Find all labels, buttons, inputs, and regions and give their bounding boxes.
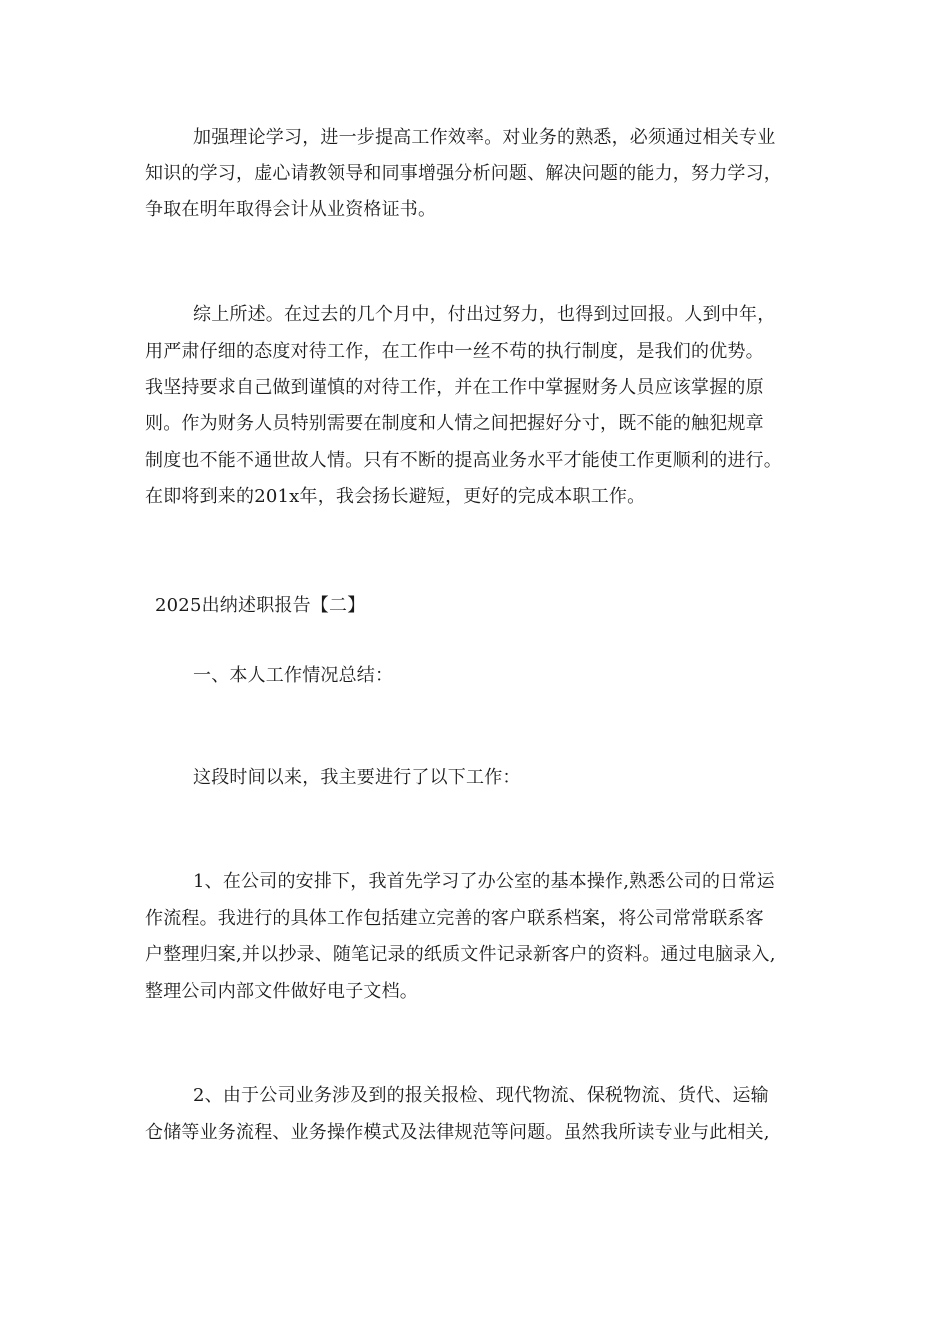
item-1-line-4: 整理公司内部文件做好电子文档。: [145, 981, 418, 1002]
section-title: 2025出纳述职报告【二】: [155, 595, 366, 616]
item-2-line-1: 2、由于公司业务涉及到的报关报检、现代物流、保税物流、货代、运输: [193, 1085, 769, 1106]
item-1-line-1: 1、在公司的安排下，我首先学习了办公室的基本操作,熟悉公司的日常运: [193, 871, 775, 892]
paragraph-1-line-3: 争取在明年取得会计从业资格证书。: [145, 199, 437, 220]
paragraph-2-line-3: 我坚持要求自己做到谨慎的对待工作，并在工作中掌握财务人员应该掌握的原: [145, 377, 764, 398]
paragraph-1-line-1: 加强理论学习，进一步提高工作效率。对业务的熟悉，必须通过相关专业: [193, 127, 776, 148]
item-1-line-3: 户整理归案,并以抄录、随笔记录的纸质文件记录新客户的资料。通过电脑录入,: [145, 944, 776, 965]
paragraph-1-line-2: 知识的学习，虚心请教领导和同事增强分析问题、解决问题的能力，努力学习，: [145, 163, 782, 184]
intro-text: 这段时间以来，我主要进行了以下工作：: [193, 767, 521, 788]
subsection-heading: 一、本人工作情况总结：: [193, 665, 394, 686]
item-2-line-2: 仓储等业务流程、业务操作模式及法律规范等问题。虽然我所读专业与此相关,: [145, 1122, 770, 1143]
paragraph-2-line-4: 则。作为财务人员特别需要在制度和人情之间把握好分寸，既不能的触犯规章: [145, 413, 764, 434]
paragraph-2-line-6: 在即将到来的201x年，我会扬长避短，更好的完成本职工作。: [145, 486, 646, 507]
paragraph-2-line-1: 综上所述。在过去的几个月中，付出过努力，也得到过回报。人到中年，: [193, 304, 776, 325]
item-1-line-2: 作流程。我进行的具体工作包括建立完善的客户联系档案，将公司常常联系客: [145, 908, 764, 929]
paragraph-2-line-5: 制度也不能不通世故人情。只有不断的提高业务水平才能使工作更顺利的进行。: [145, 450, 782, 471]
paragraph-2-line-2: 用严肃仔细的态度对待工作，在工作中一丝不苟的执行制度，是我们的优势。: [145, 341, 764, 362]
